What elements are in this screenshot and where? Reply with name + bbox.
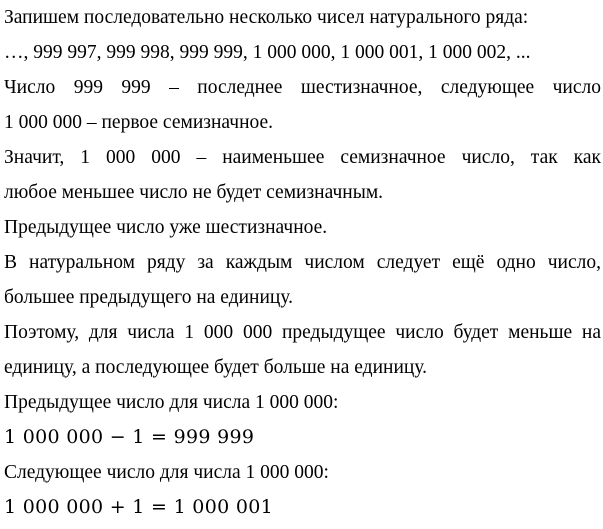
previous-number-equation: 1 000 000 − 1 = 999 999 [4, 426, 255, 448]
paragraph-last-six-digit: Число 999 999 – последнее шестизначное, следующее число [4, 77, 601, 98]
next-number-equation: 1 000 000 + 1 = 1 000 001 [4, 496, 273, 518]
paragraph-smallest-seven-digit: Значит, 1 000 000 – наименьшее семизначное число, так как [4, 147, 601, 168]
paragraph-intro: Запишем последовательно несколько чисел натурального ряда: [4, 7, 529, 28]
paragraph-natural-series: В натуральном ряду за каждым числом следует ещё одно число, [4, 252, 601, 273]
paragraph-therefore-end: единицу, а последующее будет больше на единицу. [4, 357, 427, 378]
paragraph-therefore: Поэтому, для числа 1 000 000 предыдущее число будет меньше на [4, 322, 601, 343]
number-sequence: …, 999 997, 999 998, 999 999, 1 000 000, 1 000 001, 1 000 002, ... [4, 42, 531, 63]
paragraph-smallest-seven-digit-end: любое меньшее число не будет семизначным. [4, 182, 384, 203]
document-body [4, 0, 601, 525]
previous-number-label: Предыдущее число для числа 1 000 000: [4, 392, 339, 413]
paragraph-natural-series-end: большее предыдущего на единицу. [4, 287, 294, 308]
paragraph-previous-six-digit: Предыдущее число уже шестизначное. [4, 217, 328, 238]
next-number-label: Следующее число для числа 1 000 000: [4, 462, 329, 483]
paragraph-first-seven-digit: 1 000 000 – первое семизначное. [4, 112, 274, 133]
